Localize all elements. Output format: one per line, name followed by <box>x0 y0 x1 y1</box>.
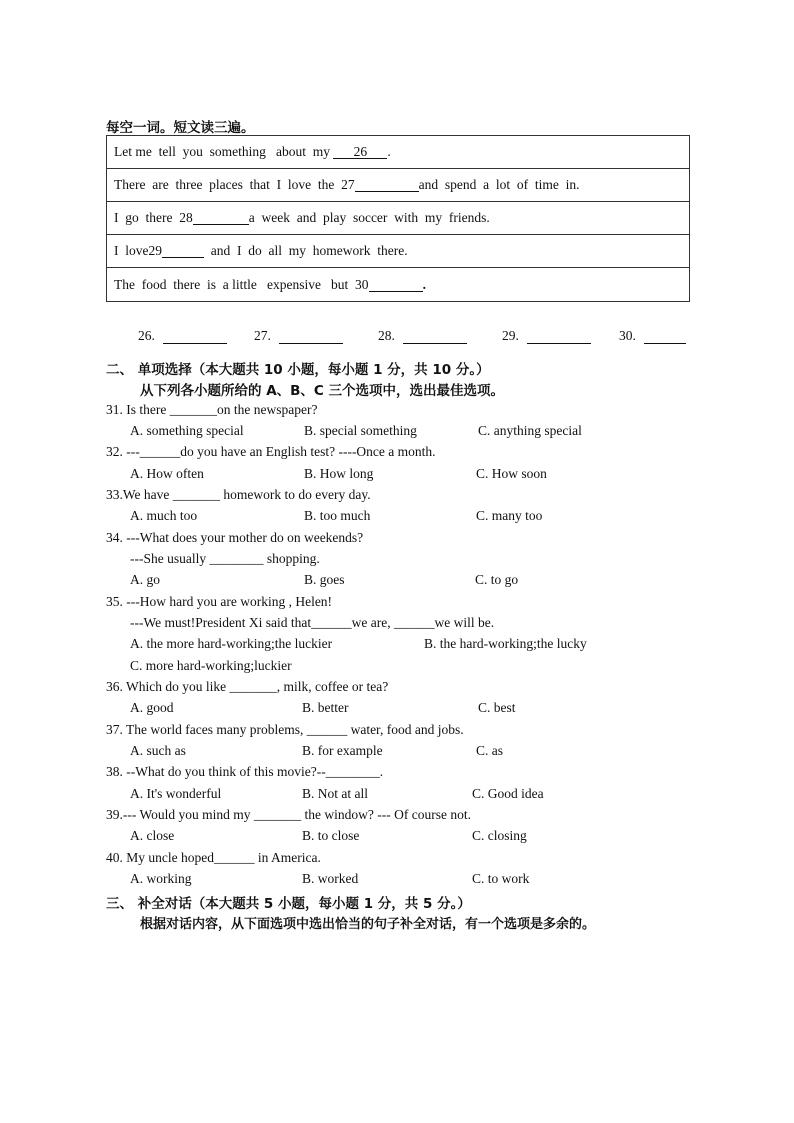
question-33: 33.We have _______ homework to do every day. <box>106 487 371 502</box>
answer-number: 26. <box>138 328 155 343</box>
blank-26: 26 <box>333 145 387 159</box>
question-34-response: ---She usually ________ shopping. <box>130 551 320 566</box>
option-37-c[interactable]: C. as <box>476 743 503 758</box>
option-34-a[interactable]: A. go <box>130 572 160 587</box>
question-40: 40. My uncle hoped______ in America. <box>106 850 321 865</box>
passage-text: . <box>387 144 391 159</box>
question-36: 36. Which do you like _______, milk, coffee or tea? <box>106 679 389 694</box>
blank-28 <box>193 211 249 225</box>
question-32: 32. ---______do you have an English test? ----Once a month. <box>106 444 436 459</box>
section-3-instruction: 根据对话内容，从下面选项中选出恰当的句子补全对话，有一个选项是多余的。 <box>140 917 596 932</box>
section-2-title: 二、 单项选择（本大题共 10 小题，每小题 1 分，共 10 分。） <box>106 362 490 378</box>
option-35-a[interactable]: A. the more hard-working;the luckier <box>130 636 333 651</box>
option-34-b[interactable]: B. goes <box>304 572 345 587</box>
option-37-b[interactable]: B. for example <box>302 743 383 758</box>
option-39-a[interactable]: A. close <box>130 828 175 843</box>
section-3-title: 三、 补全对话（本大题共 5 小题，每小题 1 分，共 5 分。） <box>106 896 471 912</box>
option-31-b[interactable]: B. special something <box>304 423 417 438</box>
option-33-c[interactable]: C. many too <box>476 508 543 523</box>
passage-row-4 <box>107 235 689 268</box>
question-34: 34. ---What does your mother do on weekends? <box>106 530 364 545</box>
passage-row-2 <box>107 169 689 202</box>
option-36-b[interactable]: B. better <box>302 700 349 715</box>
passage-text: I go there 28 <box>114 210 193 225</box>
passage-text: a week and play soccer with my friends. <box>248 210 490 225</box>
passage-text: . <box>422 276 426 292</box>
blank-27 <box>355 178 419 192</box>
answer-number: 27. <box>254 328 271 343</box>
passage-text: and I do all my homework there. <box>204 243 408 258</box>
passage-table <box>106 135 690 302</box>
option-35-b[interactable]: B. the hard-working;the lucky <box>424 636 587 651</box>
option-38-a[interactable]: A. It's wonderful <box>130 786 222 801</box>
option-34-c[interactable]: C. to go <box>475 572 519 587</box>
passage-text: Let me tell you something about my <box>114 144 334 159</box>
option-31-a[interactable]: A. something special <box>130 423 244 438</box>
option-40-c[interactable]: C. to work <box>472 871 530 886</box>
option-32-b[interactable]: B. How long <box>304 466 374 481</box>
option-35-c[interactable]: C. more hard-working;luckier <box>130 658 292 673</box>
option-36-c[interactable]: C. best <box>478 700 516 715</box>
passage-row-5 <box>107 268 689 301</box>
option-33-a[interactable]: A. much too <box>130 508 198 523</box>
option-36-a[interactable]: A. good <box>130 700 174 715</box>
question-37: 37. The world faces many problems, ______ water, food and jobs. <box>106 722 464 737</box>
answer-blank-28[interactable] <box>378 328 467 344</box>
option-39-b[interactable]: B. to close <box>302 828 360 843</box>
question-35-response: ---We must!President Xi said that______we are, ______we will be. <box>130 615 495 630</box>
answer-blank-29[interactable] <box>502 328 591 344</box>
question-31: 31. Is there _______on the newspaper? <box>106 402 318 417</box>
option-40-b[interactable]: B. worked <box>302 871 359 886</box>
answer-blank-26[interactable] <box>138 328 227 344</box>
question-35: 35. ---How hard you are working , Helen! <box>106 594 333 609</box>
passage-text: The food there is a little expensive but 30 <box>114 276 369 292</box>
option-32-c[interactable]: C. How soon <box>476 466 547 481</box>
answer-number: 28. <box>378 328 395 343</box>
question-38: 38. --What do you think of this movie?--________. <box>106 764 384 779</box>
option-38-b[interactable]: B. Not at all <box>302 786 368 801</box>
option-31-c[interactable]: C. anything special <box>478 423 582 438</box>
passage-row-3 <box>107 202 689 235</box>
question-39: 39.--- Would you mind my _______ the window? --- Of course not. <box>106 807 471 822</box>
answer-number: 30. <box>619 328 636 343</box>
option-33-b[interactable]: B. too much <box>304 508 371 523</box>
reading-instruction: 每空一词。短文读三遍。 <box>106 120 255 136</box>
passage-row-1 <box>107 136 689 169</box>
option-32-a[interactable]: A. How often <box>130 466 204 481</box>
section-2-instruction: 从下列各小题所给的 A、B、C 三个选项中，选出最佳选项。 <box>140 383 505 399</box>
passage-text: and spend a lot of time in. <box>418 177 580 192</box>
passage-text: There are three places that I love the 27 <box>114 177 355 192</box>
answer-number: 29. <box>502 328 519 343</box>
option-40-a[interactable]: A. working <box>130 871 192 886</box>
option-38-c[interactable]: C. Good idea <box>472 786 544 801</box>
passage-text: I love29 <box>114 243 162 258</box>
answer-blank-27[interactable] <box>254 328 343 344</box>
option-39-c[interactable]: C. closing <box>472 828 527 843</box>
blank-30 <box>369 278 423 292</box>
answer-blank-30[interactable] <box>619 328 686 344</box>
option-37-a[interactable]: A. such as <box>130 743 186 758</box>
blank-29 <box>162 244 204 258</box>
